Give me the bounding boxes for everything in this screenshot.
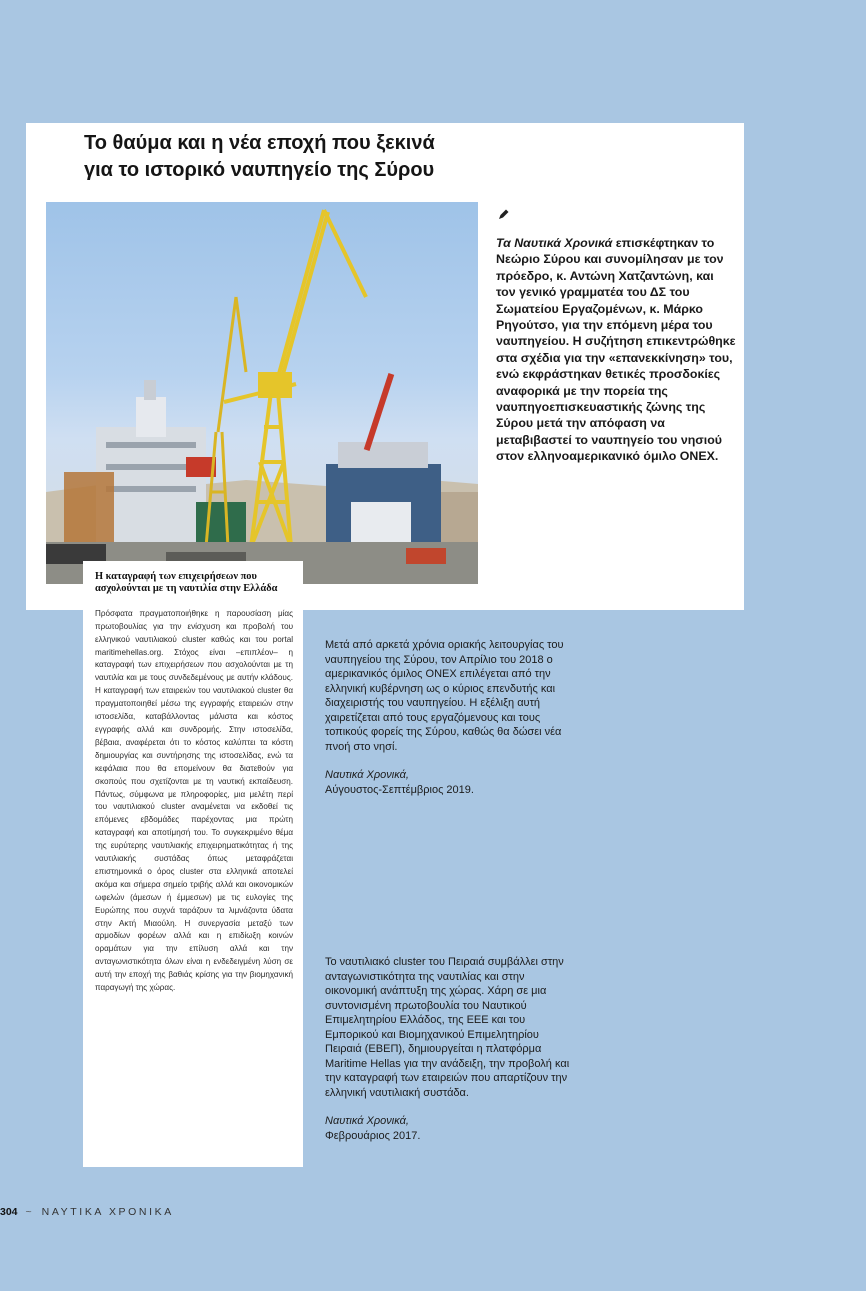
caption-2017 [325,955,575,1143]
caption-2017-magazine: Ναυτικά Χρονικά, [325,1115,409,1127]
sidebar-clipping [83,561,303,1167]
caption-2019-text: Μετά από αρκετά χρόνια οριακής λειτουργίας του ναυπηγείου της Σύρου, τον Απρίλιο του 2018 ο αμερικανικός όμιλος ΟΝΕΧ επιλέγεται από την ελληνική κυβέρνηση ως ο κύριος επενδυτής και διαχειριστής του ναυπηγείου. Η εξέλιξη αυτή χαιρετίζεται από τους εργαζόμενους και τους τοπικούς φορείς της Σύρου, καθώς θα δώσει νέα πνοή στο νησί. [325,639,564,753]
article-lead [496,235,736,465]
lead-text: επισκέφτηκαν το Νεώριο Σύρου και συνομίλησαν με τον πρόεδρο, κ. Αντώνη Χατζαντώνη, και τον γενικό γραμματέα του ΔΣ του Σωματείου Εργαζομένων, κ. Μάρκο Ρηγούτσο, για την επόμενη μέρα του ναυπηγείου. Η συζήτηση επικεντρώθηκε στα σχέδια για την «επανεκκίνηση» του, ενώ εκφράστηκαν θετικές προσδοκίες αναφορικά με την πορεία της ναυπηγοεπισκευαστικής ζώνης της Σύρου μετά την απόφαση να μεταβιβαστεί το ναυπηγείο του νησιού στον ελληνοαμερικανικό όμιλο ΟΝΕΧ. [496,236,736,464]
sidebar-body: Πρόσφατα πραγματοποιήθηκε η παρουσίαση μίας πρωτοβουλίας για την ενίσχυση και προβολή του ελληνικού ναυτιλιακού cluster καθώς και του portal maritimehellas.org. Στόχος είναι –επιπλέον– η καταγραφή των επιχειρήσεων που ασχολούνται με τη ναυτιλία και με τους συνδεδεμένους με αυτήν κλάδους. Η καταγραφή των εταιρειών του ναυτιλιακού cluster θα πραγματοποιηθεί μέσω της εγγραφής εταιρειών στην ιστοσελίδα, καταβάλλοντας μάλιστα και κόστος εγγραφής αλλά και συνδρομής. Στην ιστοσελίδα, βέβαια, αναφέρεται ότι το κόστος καλύπτει τα κόστη δημιουργίας και συντήρησης της ιστοσελίδας, ενώ τα κεφάλαια που θα επομείνουν θα διατεθούν για σκοπούς που σχετίζονται με τη ναυτική εκπαίδευση. Πάντως, σύμφωνα με πληροφορίες, μια μελέτη περί του ναυτιλιακού cluster αναμένεται να εκδοθεί τις επόμενες εβδομάδες παρέχοντας μια πρώτη καταγραφή και αποτίμησή του. Το συγκεκριμένο θέμα της ευρύτερης ναυτιλιακής επιχειρηματικότητας ή της ναυτιλιακής συστάδας όπως μεταφράζεται επιστημονικά ο όρος cluster στα ελληνικά αποτελεί ακόμα και σήμερα σημείο τριβής αλλά και οικονομικών ωφελών (άμεσων ή έμμεσων) με τις ευλογίες της Ευρώπης που συχνά ταράζουν τα λιμνάζοντα ύδατα στην Ακτή Μιαούλη. Η συνεργασία μεταξύ των αρμοδίων φορέων αλλά και η επιδίωξη κοινών οραμάτων για την επίλυση αλλά και την ανταγωνιστικότητα όλων είναι η ενδεδειγμένη λύση σε αυτή την εποχή της βαθιάς κρίσης για την βιομηχανική παραγωγή της χώρας. [95,608,293,993]
page-number: 304 [0,1206,18,1218]
shipyard-photo [46,202,478,584]
sidebar-heading: Η καταγραφή των επιχειρήσεων που ασχολούνται με τη ναυτιλία στην Ελλάδα [95,571,278,595]
pen-icon [498,208,510,220]
caption-2017-date: Φεβρουάριος 2017. [325,1129,421,1142]
page-footer [0,1205,174,1219]
article-clipping [26,123,744,610]
footer-dash: ~ [25,1206,32,1218]
caption-2019-date: Αύγουστος-Σεπτέμβριος 2019. [325,783,474,796]
article-title-line1: Το θαύμα και η νέα εποχή που ξεκινά [84,132,435,154]
caption-2019 [325,638,575,797]
lead-magazine-name: Τα Ναυτικά Χρονικά [496,236,613,250]
caption-2019-source [325,768,575,797]
footer-magazine-name: ΝΑΥΤΙΚΑ ΧΡΟΝΙΚΑ [41,1206,174,1218]
caption-2017-source [325,1114,575,1143]
article-title-line2: για το ιστορικό ναυπηγείο της Σύρου [84,159,435,181]
article-title [84,130,684,184]
shipyard-illustration [46,202,478,584]
caption-2019-magazine: Ναυτικά Χρονικά, [325,769,409,781]
caption-2017-text: Το ναυτιλιακό cluster του Πειραιά συμβάλλει στην ανταγωνιστικότητα της ναυτιλίας και στην οικονομική ανάπτυξη της χώρας. Χάρη σε μια συντονισμένη πρωτοβουλία του Ναυτικού Επιμελητηρίου Ελλάδος, της ΕΕΕ και του Εμπορικού και Βιομηχανικού Επιμελητηρίου Πειραιά (ΕΒΕΠ), δημιουργείται η πλατφόρμα Maritime Hellas για την ανάδειξη, την προβολή και την καταγραφή των εταιρειών που απαρτίζουν την ελληνική ναυτιλιακή συστάδα. [325,956,570,1099]
